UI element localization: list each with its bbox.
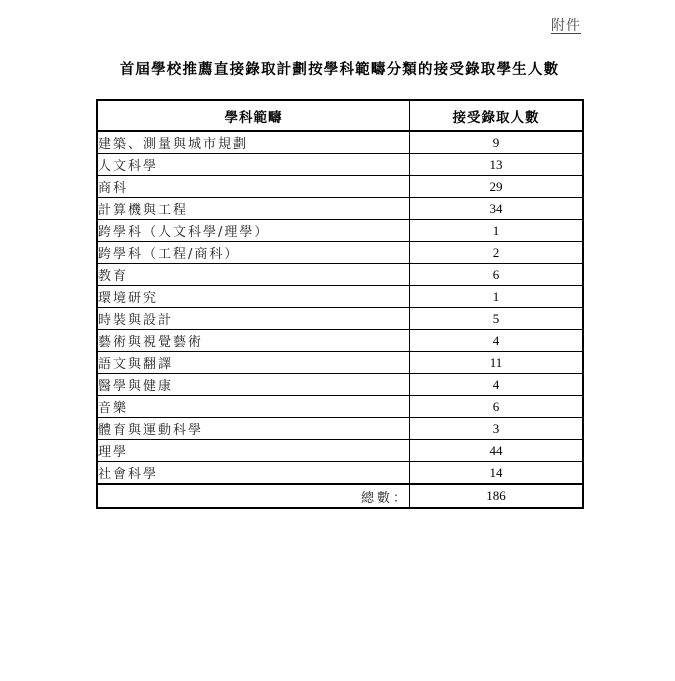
- table-header-row: [97, 100, 583, 131]
- category-cell: 語文與翻譯: [97, 352, 410, 374]
- table-row: [97, 131, 583, 154]
- count-cell: 5: [410, 308, 584, 330]
- count-cell: 4: [410, 374, 584, 396]
- count-cell: 1: [410, 286, 584, 308]
- count-cell: 44: [410, 440, 584, 462]
- table-row: [97, 418, 583, 440]
- count-cell: 6: [410, 396, 584, 418]
- total-row: [97, 484, 583, 508]
- table-row: [97, 308, 583, 330]
- table-row: [97, 220, 583, 242]
- category-cell: 音樂: [97, 396, 410, 418]
- table-row: [97, 264, 583, 286]
- header-category: 學科範疇: [97, 100, 410, 131]
- total-value: 186: [410, 484, 584, 508]
- table-row: [97, 154, 583, 176]
- category-cell: 商科: [97, 176, 410, 198]
- category-cell: 環境研究: [97, 286, 410, 308]
- document-title: 首屆學校推薦直接錄取計劃按學科範疇分類的接受錄取學生人數: [119, 62, 560, 78]
- table-row: [97, 396, 583, 418]
- count-cell: 4: [410, 330, 584, 352]
- count-cell: 3: [410, 418, 584, 440]
- table-row: [97, 440, 583, 462]
- header-count: 接受錄取人數: [410, 100, 584, 131]
- table-row: [97, 374, 583, 396]
- category-cell: 教育: [97, 264, 410, 286]
- category-cell: 社會科學: [97, 462, 410, 485]
- table-row: [97, 330, 583, 352]
- count-cell: 11: [410, 352, 584, 374]
- table-row: [97, 242, 583, 264]
- count-cell: 1: [410, 220, 584, 242]
- table-row: [97, 176, 583, 198]
- category-cell: 理學: [97, 440, 410, 462]
- category-cell: 時裝與設計: [97, 308, 410, 330]
- count-cell: 6: [410, 264, 584, 286]
- count-cell: 13: [410, 154, 584, 176]
- count-cell: 34: [410, 198, 584, 220]
- annex-label: 附件: [551, 18, 581, 34]
- category-cell: 建築、測量與城市規劃: [97, 131, 410, 154]
- count-cell: 2: [410, 242, 584, 264]
- count-cell: 29: [410, 176, 584, 198]
- category-cell: 人文科學: [97, 154, 410, 176]
- table-row: [97, 286, 583, 308]
- count-cell: 9: [410, 131, 584, 154]
- category-cell: 計算機與工程: [97, 198, 410, 220]
- table-row: [97, 462, 583, 485]
- category-cell: 跨學科（人文科學/理學）: [97, 220, 410, 242]
- table-row: [97, 198, 583, 220]
- total-label: 總數：: [97, 484, 410, 508]
- category-cell: 醫學與健康: [97, 374, 410, 396]
- table-row: [97, 352, 583, 374]
- category-cell: 藝術與視覺藝術: [97, 330, 410, 352]
- admissions-table: [96, 99, 584, 509]
- count-cell: 14: [410, 462, 584, 485]
- category-cell: 跨學科（工程/商科）: [97, 242, 410, 264]
- category-cell: 體育與運動科學: [97, 418, 410, 440]
